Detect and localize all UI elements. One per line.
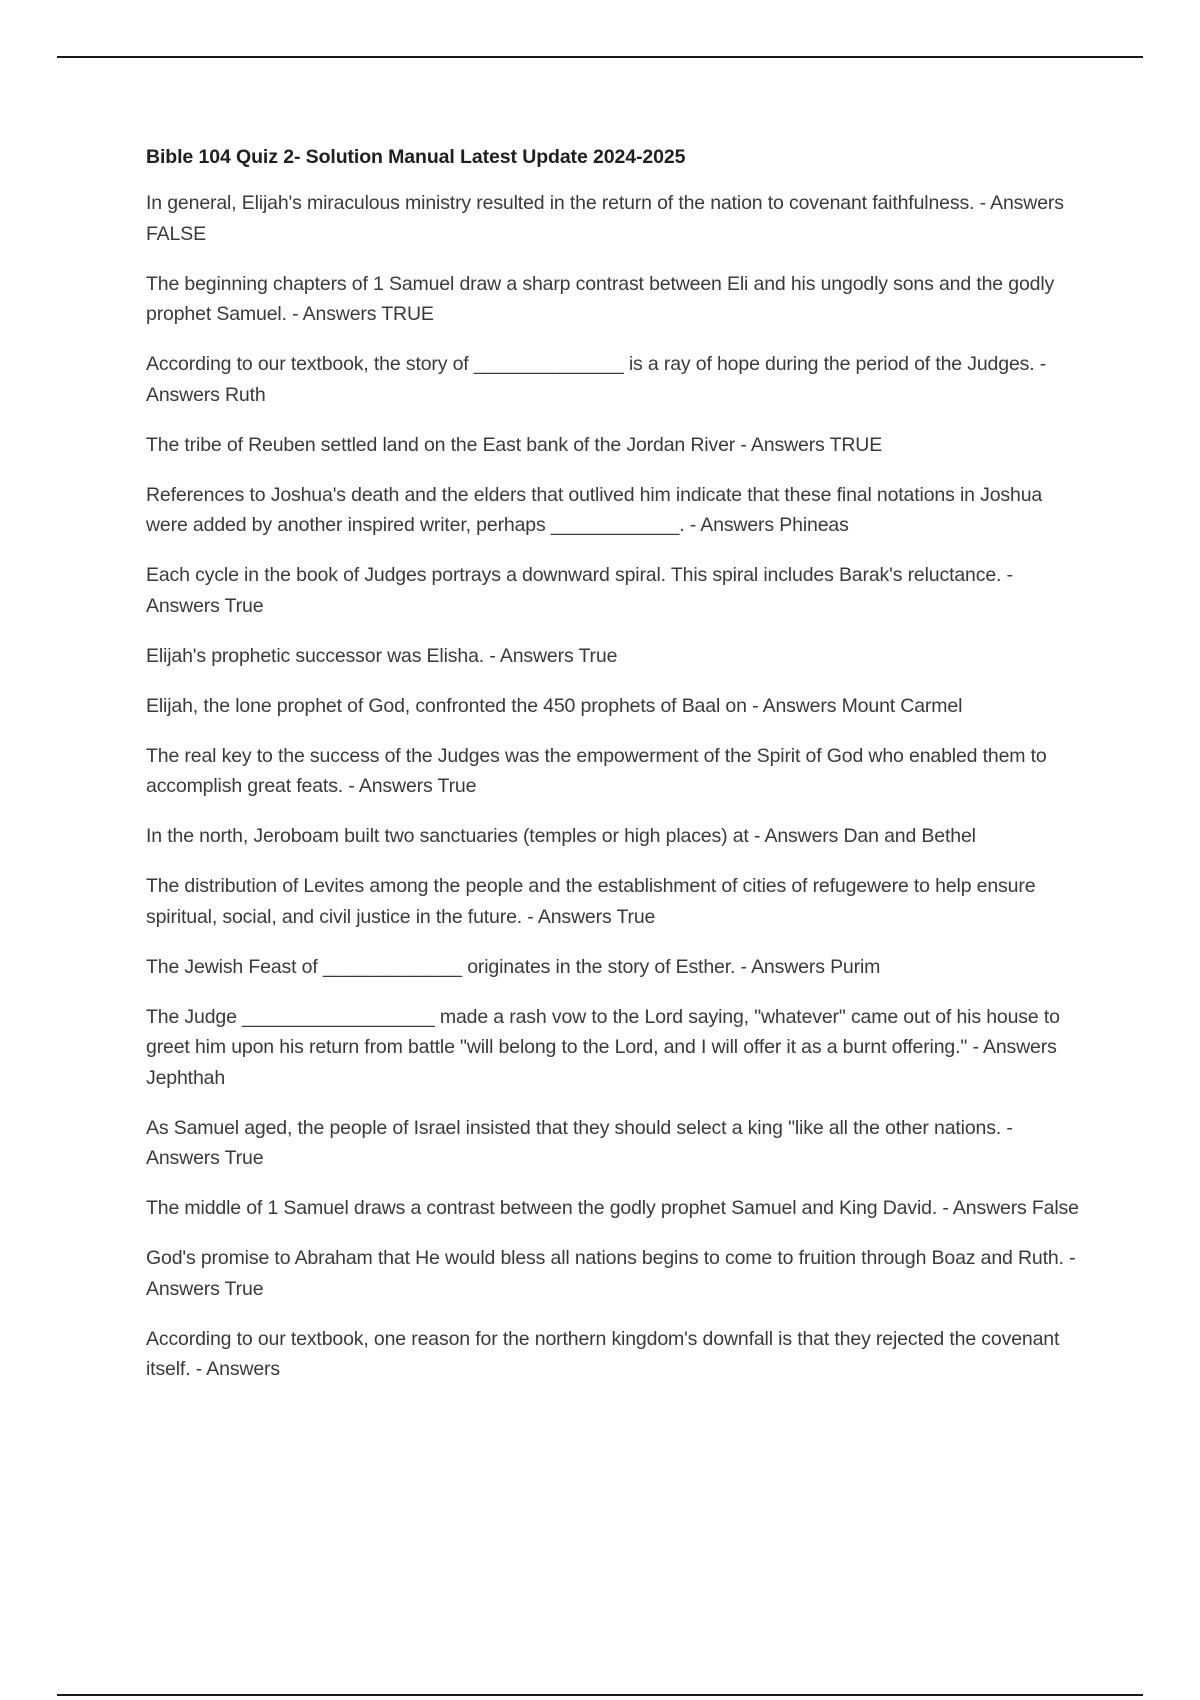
question-text: The tribe of Reuben settled land on the East bank of the Jordan River — [146, 433, 736, 456]
answer-text: Purim — [830, 955, 881, 978]
question-text: The real key to the success of the Judges was the empowerment of the Spirit of God who enabled them to accomplish great feats. — [146, 744, 1047, 797]
answer-text: True — [224, 1277, 264, 1300]
answer-label: - Answers — [967, 1036, 1057, 1058]
answer-label: - Answers — [484, 644, 579, 667]
answer-label: - Answers — [748, 825, 844, 847]
answer-label: - Answers — [343, 775, 438, 797]
qa-item — [146, 641, 1086, 672]
answer-label: - Answers — [735, 433, 830, 456]
answer-label: - Answers — [146, 353, 1047, 406]
qa-item — [146, 741, 1086, 802]
qa-item — [146, 821, 1086, 852]
question-text: According to our textbook, one reason for the northern kingdom's downfall is that they rejected the covenant itself. — [146, 1327, 1060, 1380]
question-text: Elijah's prophetic successor was Elisha. — [146, 644, 485, 667]
question-text: The Judge __________________ made a rash vow to the Lord saying, "whatever" came out of his house to greet him upon his return from battle "will belong to the Lord, and I will offer it as a burnt offering." — [146, 1005, 1060, 1058]
question-text: References to Joshua's death and the elders that outlived him indicate that these final notations in Joshua were added by another inspired writer, perhaps ____________. — [146, 483, 1043, 536]
top-rule — [57, 56, 1143, 58]
question-text: God's promise to Abraham that He would bless all nations begins to come to fruition through Boaz and Ruth. — [146, 1247, 1064, 1269]
answer-text: Jephthah — [146, 1066, 226, 1089]
question-text: The middle of 1 Samuel draws a contrast between the godly prophet Samuel and King David. — [146, 1197, 938, 1219]
answer-label: - Answers — [146, 1247, 1076, 1300]
answer-text: TRUE — [381, 303, 434, 325]
answer-text: Dan and Bethel — [843, 825, 976, 847]
qa-item — [146, 430, 1086, 461]
answer-text: True — [578, 644, 618, 667]
qa-item — [146, 1002, 1086, 1094]
answer-label: - Answers — [522, 905, 617, 928]
answer-text: Ruth — [225, 383, 266, 406]
qa-item — [146, 871, 1086, 932]
bottom-rule — [57, 1694, 1143, 1696]
answer-label: - Answers — [190, 1358, 280, 1380]
qa-item — [146, 1324, 1086, 1385]
answer-label: - Answers — [286, 303, 382, 325]
question-text: Elijah, the lone prophet of God, confronted the 450 prophets of Baal on — [146, 694, 747, 717]
question-text: Each cycle in the book of Judges portrays a downward spiral. This spiral includes Barak's reluctance. — [146, 564, 1002, 586]
question-text: In the north, Jeroboam built two sanctuaries (temples or high places) at — [146, 825, 749, 847]
question-text: The distribution of Levites among the people and the establishment of cities of refugewere to help ensure spiritual, social, and civil justice in the future. — [146, 875, 1036, 928]
qa-item — [146, 188, 1086, 249]
qa-item — [146, 560, 1086, 621]
answer-label: - Answers — [974, 192, 1064, 214]
answer-text: TRUE — [829, 433, 883, 456]
qa-item — [146, 952, 1086, 983]
answer-text: Phineas — [779, 514, 849, 536]
question-text: As Samuel aged, the people of Israel insisted that they should select a king "like all the other nations. — [146, 1116, 1002, 1139]
answer-text: FALSE — [146, 222, 206, 245]
answer-text: False — [1031, 1197, 1079, 1219]
document-body — [146, 145, 1086, 1404]
qa-list — [146, 188, 1086, 1385]
answer-text: True — [224, 594, 264, 617]
qa-item — [146, 349, 1086, 410]
answer-text: True — [616, 905, 656, 928]
answer-label: - Answers — [937, 1197, 1032, 1219]
qa-item — [146, 1243, 1086, 1304]
answer-text: True — [437, 775, 477, 797]
question-text: In general, Elijah's miraculous ministry resulted in the return of the nation to covenant faithfulness. — [146, 192, 975, 214]
answer-label: - Answers — [684, 514, 780, 536]
qa-item — [146, 691, 1086, 722]
answer-label: - Answers — [146, 564, 1013, 617]
qa-item — [146, 269, 1086, 330]
answer-label: - Answers — [746, 694, 842, 717]
answer-label: - Answers — [735, 955, 831, 978]
document-title: Bible 104 Quiz 2- Solution Manual Latest Update 2024-2025 — [146, 146, 686, 168]
qa-item — [146, 1113, 1086, 1174]
question-text: The beginning chapters of 1 Samuel draw a sharp contrast between Eli and his ungodly sons and the godly prophet Samuel. — [146, 272, 1055, 325]
answer-label: - Answers — [146, 1116, 1013, 1169]
answer-text: True — [224, 1147, 264, 1169]
qa-item — [146, 1193, 1086, 1224]
qa-item — [146, 480, 1086, 541]
question-text: According to our textbook, the story of ______________ is a ray of hope during the period of the Judges. — [146, 353, 1035, 375]
question-text: The Jewish Feast of _____________ originates in the story of Esther. — [146, 955, 736, 978]
answer-text: Mount Carmel — [841, 694, 963, 717]
